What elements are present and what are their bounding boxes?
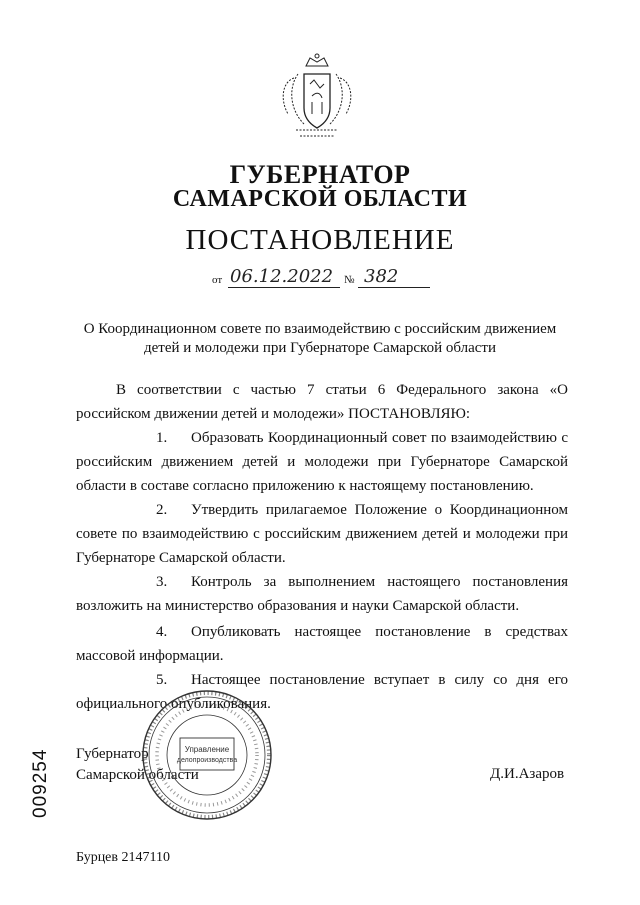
date-value: 06.12.2022	[230, 266, 334, 287]
authority-title-line1: ГУБЕРНАТОР	[229, 160, 411, 189]
list-item-number: 1.	[156, 430, 168, 446]
date-label: от	[212, 274, 223, 286]
stamp-inner-text-line1: Управление	[184, 745, 230, 754]
stamp-inner-text-line2: делопроизводства	[176, 757, 238, 764]
executor-line: Бурцев 2147110	[76, 850, 170, 865]
date-underline	[228, 287, 340, 288]
document-type-title: ПОСТАНОВЛЕНИЕ	[185, 224, 455, 256]
list-item	[76, 570, 568, 618]
signature-position-line2: Самарской области	[76, 767, 199, 783]
list-item-text: Контроль за выполнением настоящего постановления возложить на министерство образования и науки Самарской области.	[76, 574, 568, 614]
registration-number: 009254	[30, 748, 51, 818]
signatory-name: Д.И.Азаров	[490, 766, 565, 782]
date-number-line	[212, 266, 432, 290]
list-item	[76, 426, 568, 498]
number-label: №	[344, 274, 355, 286]
document-subject: О Координационном совете по взаимодействию с российским движением детей и молодежи при Губернаторе Самарской области	[83, 321, 557, 356]
official-seal-stamp	[140, 688, 274, 822]
number-underline	[358, 287, 430, 288]
list-item-text: Настоящее постановление вступает в силу со дня его официального опубликования.	[76, 672, 568, 712]
list-item-number: 4.	[156, 624, 168, 640]
list-item-number: 5.	[156, 672, 168, 688]
list-item	[76, 620, 568, 668]
list-item-text: Опубликовать настоящее постановление в средствах массовой информации.	[76, 624, 568, 664]
intro-text: В соответствии с частью 7 статьи 6 Федерального закона «О российском движении детей и молодежи» ПОСТАНОВЛЯЮ:	[76, 382, 568, 422]
intro-paragraph	[76, 378, 568, 426]
list-item-number: 2.	[156, 502, 168, 518]
list-item-text: Образовать Координационный совет по взаимодействию с российским движением детей и молодежи при Губернаторе Самарской области в составе согласно приложению к настоящему постановлению.	[76, 430, 568, 494]
coat-of-arms-emblem	[276, 52, 358, 144]
list-item	[76, 498, 568, 570]
list-item-text: Утвердить прилагаемое Положение о Координационном совете по взаимодействию с российским движением детей и молодежи при Губернаторе Самарской области.	[76, 502, 568, 566]
number-value: 382	[364, 266, 399, 287]
list-item-number: 3.	[156, 574, 168, 590]
signature-position-line1: Губернатор	[76, 746, 149, 762]
authority-title-line2: САМАРСКОЙ ОБЛАСТИ	[172, 186, 468, 212]
